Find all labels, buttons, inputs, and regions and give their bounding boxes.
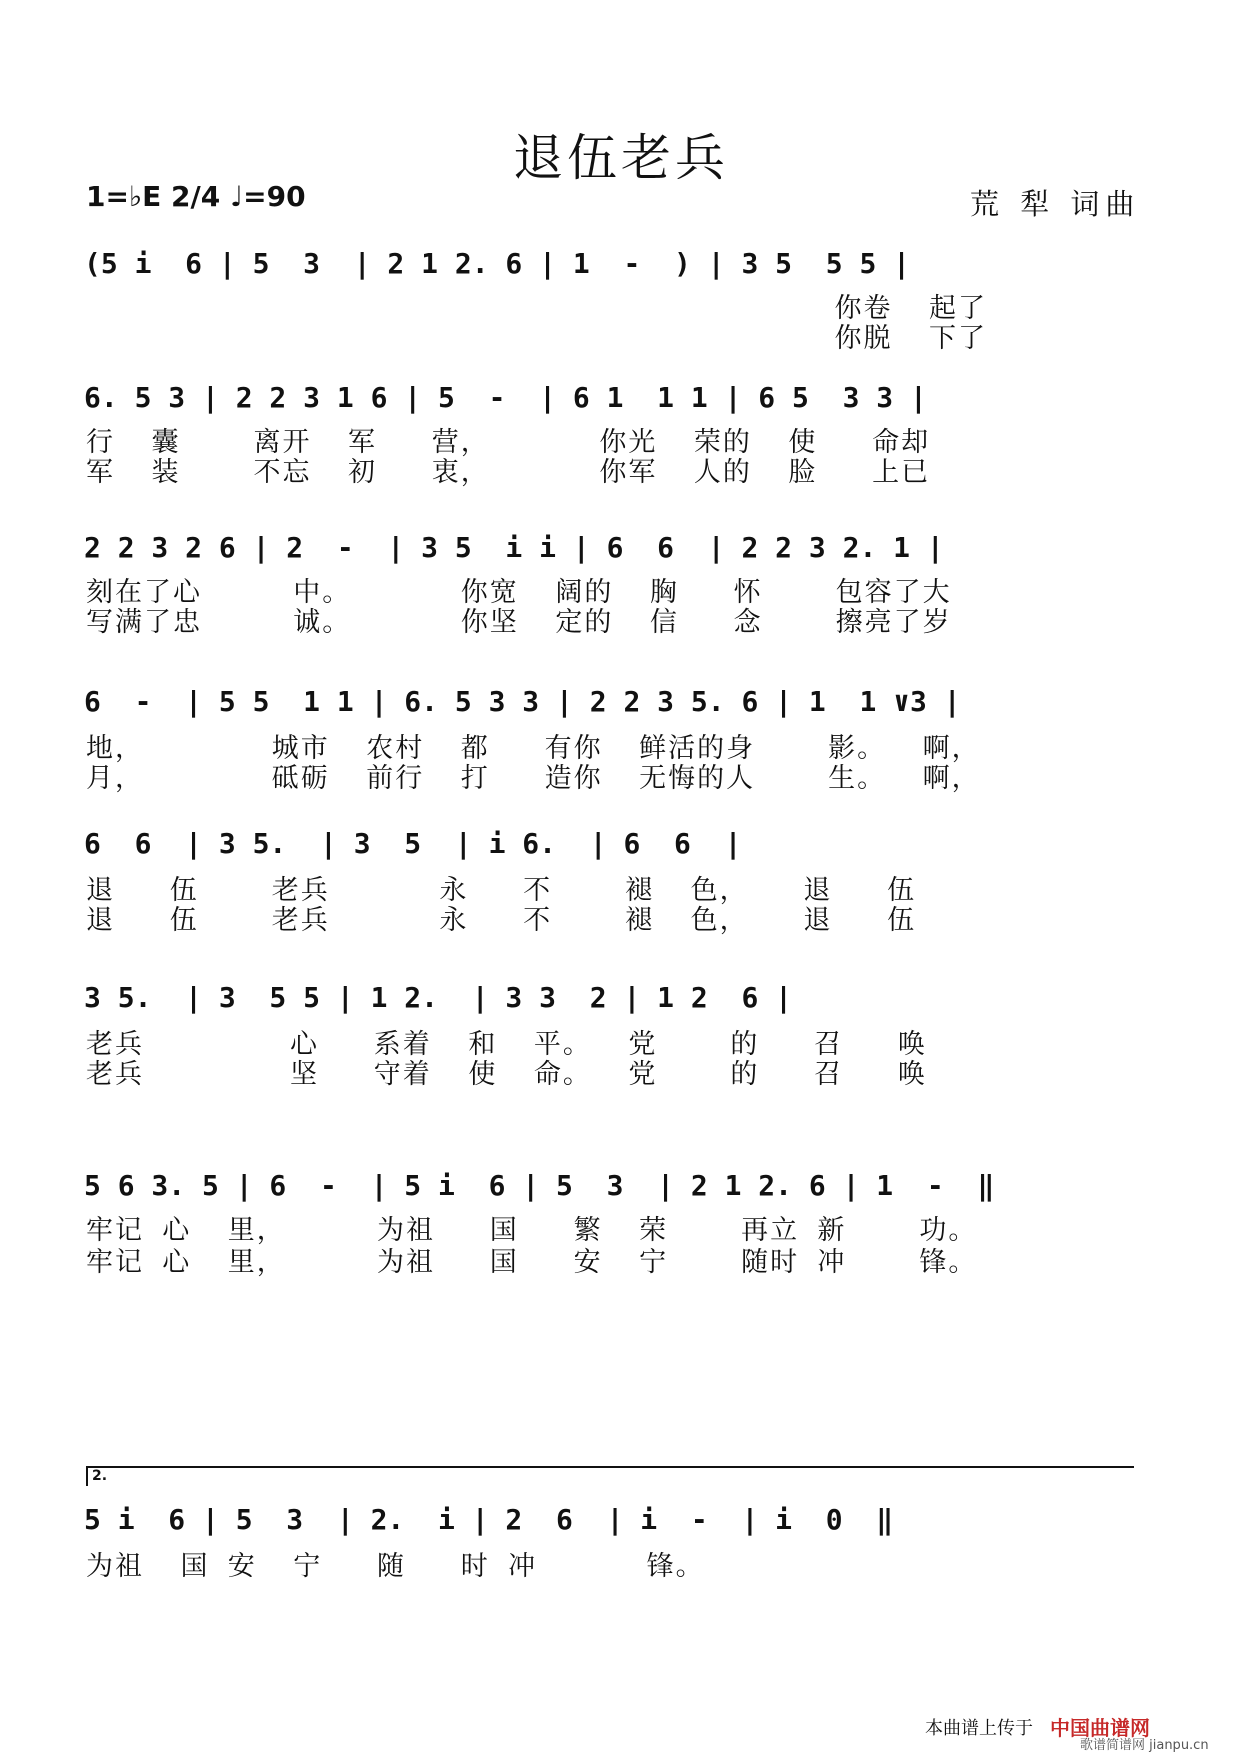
notes-row-6: 3 5. | 3 5 5 | 1 2. | 3 3 2 | 1 2 6 | <box>84 981 793 1014</box>
lyrics-row-4-verse-1: 地， 城市 农村 都 有你 鲜活的身 影。 啊， <box>86 733 981 764</box>
lyrics-row-5-verse-1: 退 伍 老兵 永 不 褪 色， 退 伍 <box>86 875 917 906</box>
lyrics-row-7-verse-1: 牢记 心 里， 为祖 国 繁 荣 再立 新 功。 <box>86 1215 978 1246</box>
second-ending-bracket <box>86 1466 1134 1486</box>
notes-row-8: 5 i 6 | 5 3 | 2. i | 2 6 | i - | i 0 ‖ <box>84 1503 894 1536</box>
site-brand: 中国曲谱网 <box>1050 1716 1150 1740</box>
lyrics-row-3-verse-1: 刻在了心 中。 你宽 阔的 胸 怀 包容了大 <box>86 577 952 608</box>
author-credit: 荒 犁 词曲 <box>970 187 1141 221</box>
notes-row-1: (5 i 6 | 5 3 | 2 1 2. 6 | 1 - ) | 3 5 5 5 | <box>84 247 911 280</box>
lyrics-row-4-verse-2: 月， 砥砺 前行 打 造你 无悔的人 生。 啊， <box>86 763 981 794</box>
lyrics-row-3-verse-2: 写满了忠 诚。 你坚 定的 信 念 擦亮了岁 <box>86 607 952 638</box>
upload-note: 本曲谱上传于 <box>925 1718 1033 1739</box>
lyrics-row-2-verse-1: 行 囊 离开 军 营， 你光 荣的 使 命却 <box>86 427 931 458</box>
lyrics-row-1-verse-1: 你卷 起了 <box>86 293 987 324</box>
notes-row-5: 6 6 | 3 5. | 3 5 | i 6. | 6 6 | <box>84 827 742 860</box>
lyrics-row-6-verse-2: 老兵 坚 守着 使 命。 党 的 召 唤 <box>86 1059 927 1090</box>
lyrics-row-1-verse-2: 你脱 下了 <box>86 323 987 354</box>
notes-row-4: 6 - | 5 5 1 1 | 6. 5 3 3 | 2 2 3 5. 6 | 1 1 ∨3 | <box>84 685 961 718</box>
lyrics-row-7-verse-2: 牢记 心 里， 为祖 国 安 宁 随时 冲 锋。 <box>86 1247 978 1278</box>
lyrics-row-2-verse-2: 军 装 不忘 初 衷， 你军 人的 脸 上已 <box>86 457 931 488</box>
key-signature: 1=♭E 2/4 ♩=90 <box>86 180 306 213</box>
notes-row-2: 6. 5 3 | 2 2 3 1 6 | 5 - | 6 1 1 1 | 6 5 3 3 | <box>84 381 927 414</box>
volta-label: 2. <box>92 1468 108 1484</box>
notes-row-3: 2 2 3 2 6 | 2 - | 3 5 i i | 6 6 | 2 2 3 2. 1 | <box>84 531 944 564</box>
lyrics-row-8-verse-1: 为祖 国 安 宁 随 时 冲 锋。 <box>86 1551 705 1582</box>
lyrics-row-5-verse-2: 退 伍 老兵 永 不 褪 色， 退 伍 <box>86 905 917 936</box>
lyrics-row-6-verse-1: 老兵 心 系着 和 平。 党 的 召 唤 <box>86 1029 927 1060</box>
notes-row-7: 5 6 3. 5 | 6 - | 5 i 6 | 5 3 | 2 1 2. 6 | 1 - ‖ <box>84 1169 995 1202</box>
watermark: 歌谱简谱网 jianpu.cn <box>1080 1738 1209 1753</box>
page-title: 退伍老兵 <box>513 129 729 187</box>
